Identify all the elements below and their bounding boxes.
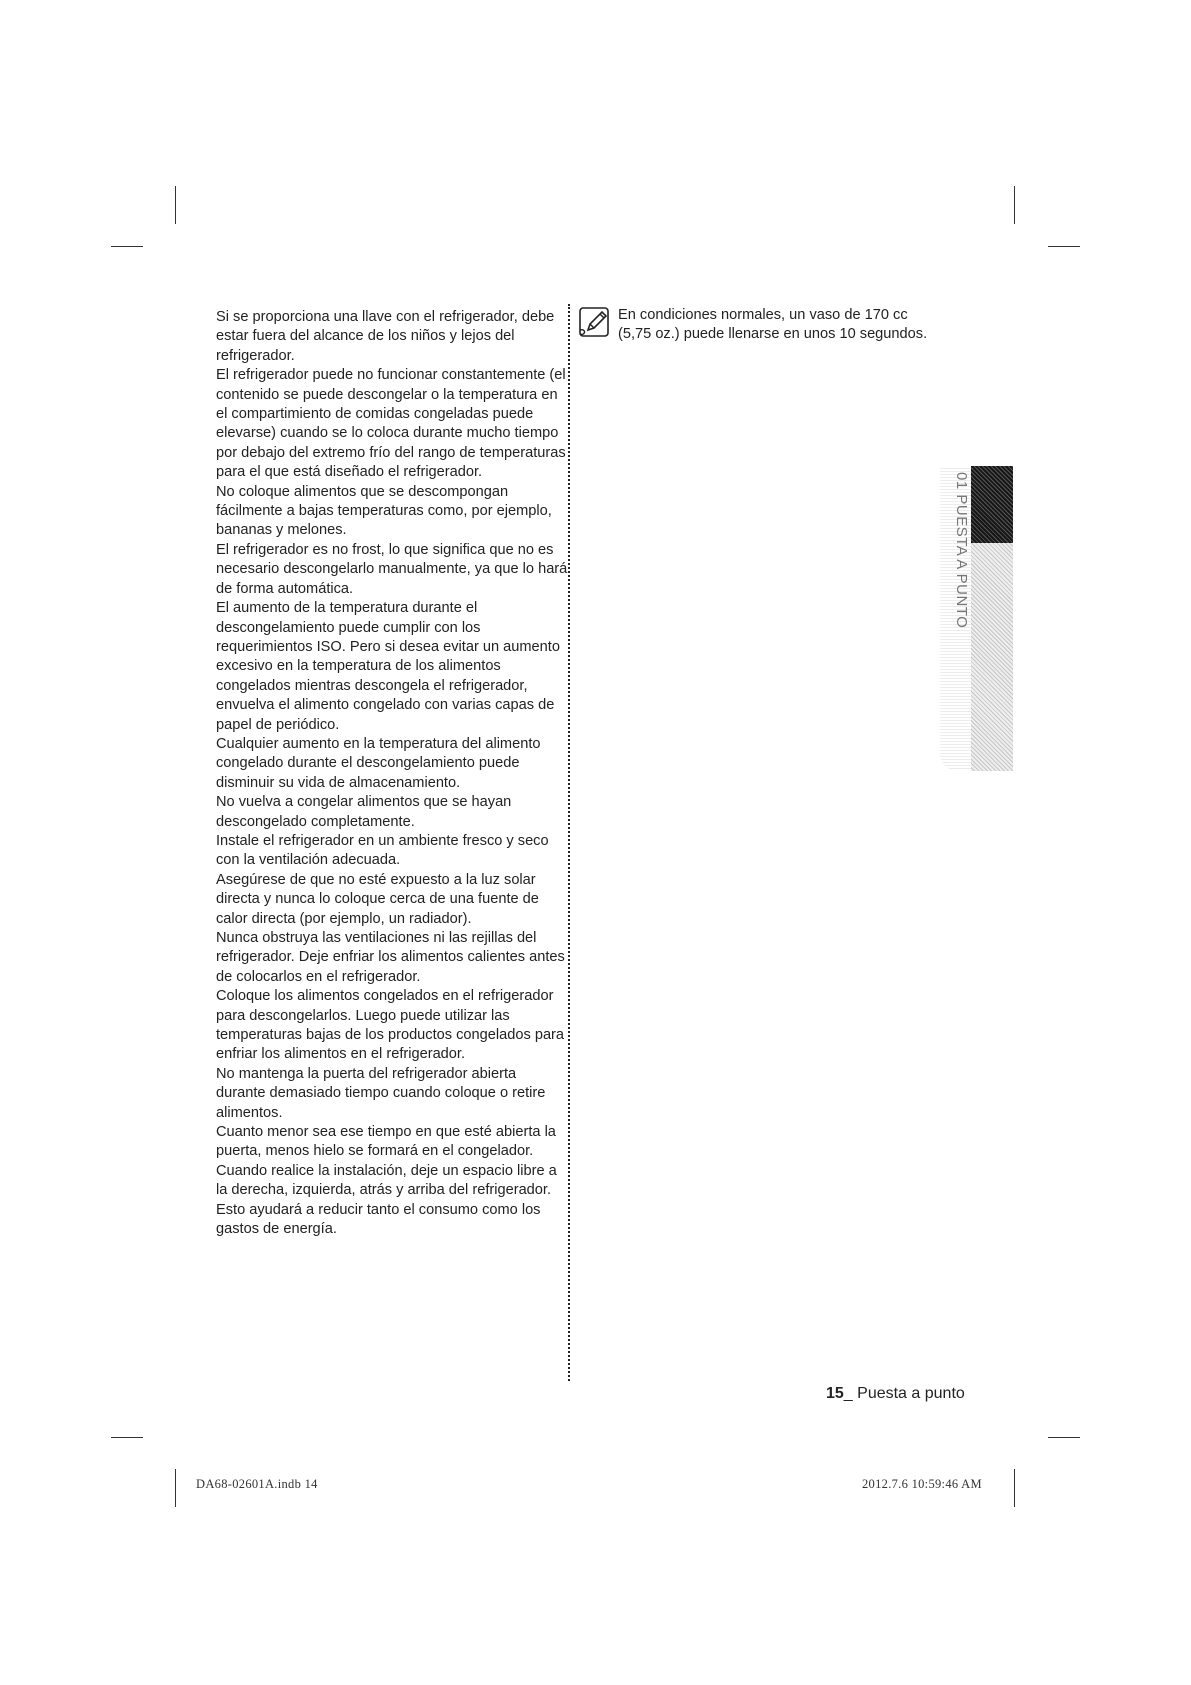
paragraph: Cuanto menor sea ese tiempo en que esté abierta la puerta, menos hielo se formará en el congelador. (216, 1124, 556, 1160)
paragraph: El aumento de la temperatura durante el descongelamiento puede cumplir con los requerimientos ISO. Pero si desea evitar un aumento excesivo en la temperatura de los alimentos congelados mientras descongela el refrigerador, envuelva el alimento congelado con varias capas de papel de periódico. (216, 600, 560, 733)
paragraph: Nunca obstruya las ventilaciones ni las rejillas del refrigerador. Deje enfriar los alimentos calientes antes de colocarlos en el refrigerador. (216, 930, 565, 985)
note-text: En condiciones normales, un vaso de 170 cc (5,75 oz.) puede llenarse en unos 10 segundos. (618, 307, 928, 343)
paragraph: No vuelva a congelar alimentos que se hayan descongelado completamente. (216, 794, 512, 830)
note-box (578, 306, 938, 345)
paragraph: Esto ayudará a reducir tanto el consumo como los gastos de energía. (216, 1201, 541, 1238)
footer-file-name: DA68-02601A.indb 14 (196, 1477, 318, 1491)
crop-mark (111, 1437, 143, 1438)
side-tab-label: 01 PUESTA A PUNTO (953, 472, 970, 629)
crop-mark (1048, 246, 1080, 247)
section-side-tab (940, 466, 1013, 771)
crop-mark (1014, 186, 1015, 224)
paragraph: Asegúrese de que no esté expuesto a la luz solar directa y nunca lo coloque cerca de una fuente de calor directa (por ejemplo, un radiador). (216, 871, 539, 927)
paragraph: Cualquier aumento en la temperatura del alimento congelado durante el descongelamiento puede disminuir su vida de almacenamiento. (216, 735, 541, 791)
crop-mark (111, 246, 143, 247)
paragraph: Coloque los alimentos congelados en el refrigerador para descongelarlos. Luego puede utilizar las temperaturas bajas de los productos congelados para enfriar los alimentos en el refrigerador. (216, 988, 565, 1063)
footer-timestamp: 2012.7.6 10:59:46 AM (862, 1477, 982, 1491)
note-pencil-icon (578, 306, 612, 340)
section-label: _ Puesta a punto (843, 1385, 965, 1402)
column-divider (568, 304, 570, 1381)
crop-mark (175, 1469, 176, 1507)
paragraph: El refrigerador puede no funcionar constantemente (el contenido se puede descongelar o la temperatura en el compartimiento de comidas congeladas puede elevarse) cuando se lo coloca durante mucho tiempo por debajo del extremo frío del rango de temperaturas para el que está diseñado el refrigerador. (216, 367, 566, 481)
paragraph: El refrigerador es no frost, lo que significa que no es necesario descongelarlo manualmente, ya que lo hará de forma automática. (216, 541, 568, 597)
paragraph: Cuando realice la instalación, deje un espacio libre a la derecha, izquierda, atrás y arriba del refrigerador. (216, 1162, 557, 1199)
paragraph: Si se proporciona una llave con el refrigerador, debe estar fuera del alcance de los niños y lejos del refrigerador. (216, 309, 555, 364)
crop-mark (1048, 1437, 1080, 1438)
crop-mark (175, 186, 176, 224)
page-number (826, 1385, 965, 1403)
page-number-value: 15 (826, 1385, 844, 1402)
paragraph: Instale el refrigerador en un ambiente fresco y seco con la ventilación adecuada. (216, 832, 549, 869)
crop-mark (1014, 1469, 1015, 1507)
paragraph: No coloque alimentos que se descompongan fácilmente a bajas temperaturas como, por ejemplo, bananas y melones. (216, 483, 552, 539)
paragraph: No mantenga la puerta del refrigerador abierta durante demasiado tiempo cuando coloque o retire alimentos. (216, 1065, 546, 1121)
instructions-column (216, 308, 568, 1240)
